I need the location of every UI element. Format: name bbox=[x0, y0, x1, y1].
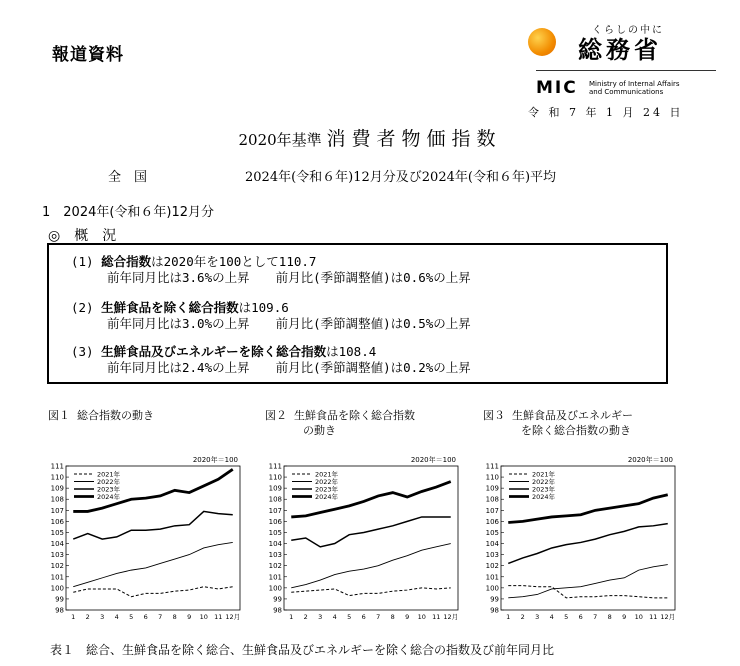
series-line bbox=[291, 588, 451, 596]
y-tick-label: 103 bbox=[268, 551, 282, 560]
y-tick-label: 101 bbox=[485, 573, 499, 582]
y-tick-label: 107 bbox=[485, 506, 499, 515]
y-tick-label: 100 bbox=[50, 584, 64, 593]
y-tick-label: 103 bbox=[50, 551, 64, 560]
x-tick-label: 6 bbox=[143, 613, 148, 621]
x-tick-label: 4 bbox=[114, 613, 119, 621]
plot-frame bbox=[501, 466, 675, 610]
x-tick-label: 2 bbox=[303, 613, 308, 621]
y-tick-label: 102 bbox=[268, 562, 282, 571]
y-tick-label: 98 bbox=[55, 606, 64, 615]
x-tick-label: 12月 bbox=[225, 613, 241, 621]
y-tick-label: 100 bbox=[268, 584, 282, 593]
legend-label: 2022年 bbox=[532, 478, 556, 486]
y-tick-label: 108 bbox=[50, 495, 64, 504]
ministry-logo-icon bbox=[528, 28, 556, 56]
x-tick-label: 2 bbox=[85, 613, 90, 621]
series-line bbox=[73, 587, 233, 597]
series-line bbox=[508, 565, 668, 598]
y-tick-label: 99 bbox=[490, 595, 499, 604]
y-tick-label: 99 bbox=[55, 595, 64, 604]
x-tick-label: 4 bbox=[549, 613, 554, 621]
summary-item: (3) 生鮮食品及びエネルギーを除く総合指数は108.4 前年同月比は2.4%の上昇 前月比(季節調整値)は0.2%の上昇 bbox=[71, 344, 471, 375]
x-tick-label: 8 bbox=[607, 613, 612, 621]
table-caption: 表１ 総合、生鮮食品を除く総合、生鮮食品及びエネルギーを除く総合の指数及び前年同月比 bbox=[50, 643, 555, 657]
legend-label: 2021年 bbox=[532, 470, 556, 479]
y-tick-label: 98 bbox=[273, 606, 282, 615]
y-tick-label: 102 bbox=[485, 562, 499, 571]
y-tick-label: 100 bbox=[485, 584, 499, 593]
x-tick-label: 5 bbox=[564, 613, 569, 621]
mic-subtitle: Ministry of Internal Affairs and Communications bbox=[589, 80, 680, 96]
legend-label: 2024年 bbox=[532, 493, 556, 501]
x-tick-label: 12月 bbox=[443, 613, 459, 621]
page-title: 2020年基準 消費者物価指数 bbox=[238, 128, 502, 150]
y-tick-label: 105 bbox=[268, 528, 282, 537]
y-tick-label: 108 bbox=[485, 495, 499, 504]
legend-label: 2022年 bbox=[97, 478, 121, 486]
x-tick-label: 2 bbox=[520, 613, 525, 621]
header-divider bbox=[536, 70, 716, 71]
legend-label: 2023年 bbox=[97, 485, 121, 494]
y-tick-label: 103 bbox=[485, 551, 499, 560]
x-tick-label: 1 bbox=[506, 613, 511, 621]
series-line bbox=[73, 542, 233, 586]
series-line bbox=[508, 524, 668, 564]
y-tick-label: 101 bbox=[268, 573, 282, 582]
y-tick-label: 104 bbox=[50, 540, 64, 549]
press-release-label: 報道資料 bbox=[52, 45, 124, 65]
figure-caption: 図２ 生鮮食品を除く総合指数 の動き bbox=[265, 409, 415, 437]
x-tick-label: 5 bbox=[347, 613, 352, 621]
chart-2 bbox=[266, 452, 464, 628]
x-tick-label: 9 bbox=[622, 613, 627, 621]
legend-label: 2021年 bbox=[97, 470, 121, 479]
x-tick-label: 1 bbox=[289, 613, 294, 621]
x-tick-label: 1 bbox=[71, 613, 76, 621]
logo-tagline: くらしの中に bbox=[592, 25, 664, 36]
x-tick-label: 10 bbox=[634, 613, 643, 621]
x-tick-label: 9 bbox=[405, 613, 410, 621]
x-tick-label: 6 bbox=[361, 613, 366, 621]
x-tick-label: 7 bbox=[158, 613, 163, 621]
section-heading: 1 2024年(令和６年)12月分 bbox=[42, 205, 215, 220]
figure-caption: 図１ 総合指数の動き bbox=[48, 409, 154, 422]
base-note: 2020年＝100 bbox=[192, 456, 238, 464]
x-tick-label: 11 bbox=[432, 613, 441, 621]
y-tick-label: 101 bbox=[50, 573, 64, 582]
y-tick-label: 104 bbox=[268, 540, 282, 549]
series-line bbox=[291, 517, 451, 547]
x-tick-label: 5 bbox=[129, 613, 134, 621]
x-tick-label: 10 bbox=[199, 613, 208, 621]
figure-caption: 図３ 生鮮食品及びエネルギー を除く総合指数の動き bbox=[483, 409, 633, 437]
plot-frame bbox=[66, 466, 240, 610]
x-tick-label: 7 bbox=[376, 613, 381, 621]
y-tick-label: 107 bbox=[268, 506, 282, 515]
ministry-name: 総務省 bbox=[578, 36, 662, 64]
x-tick-label: 7 bbox=[593, 613, 598, 621]
overview-heading: ◎ 概 況 bbox=[48, 228, 117, 244]
y-tick-label: 107 bbox=[50, 506, 64, 515]
legend-label: 2024年 bbox=[97, 493, 121, 501]
x-tick-label: 8 bbox=[390, 613, 395, 621]
mic-logo: MIC bbox=[536, 78, 578, 98]
x-tick-label: 4 bbox=[332, 613, 337, 621]
base-note: 2020年＝100 bbox=[627, 456, 673, 464]
y-tick-label: 104 bbox=[485, 540, 499, 549]
legend-label: 2023年 bbox=[532, 485, 556, 494]
x-tick-label: 11 bbox=[649, 613, 658, 621]
y-tick-label: 110 bbox=[50, 473, 64, 482]
series-line bbox=[508, 586, 668, 598]
legend-label: 2023年 bbox=[315, 485, 339, 494]
legend-label: 2024年 bbox=[315, 493, 339, 501]
y-tick-label: 111 bbox=[268, 462, 282, 471]
legend-label: 2022年 bbox=[315, 478, 339, 486]
y-tick-label: 110 bbox=[268, 473, 282, 482]
series-line bbox=[73, 511, 233, 539]
legend-label: 2021年 bbox=[315, 470, 339, 479]
y-tick-label: 109 bbox=[50, 484, 64, 493]
subtitle: 全 国 2024年(令和６年)12月分及び2024年(令和６年)平均 bbox=[108, 170, 557, 185]
x-tick-label: 9 bbox=[187, 613, 192, 621]
y-tick-label: 98 bbox=[490, 606, 499, 615]
x-tick-label: 6 bbox=[578, 613, 583, 621]
y-tick-label: 102 bbox=[50, 562, 64, 571]
x-tick-label: 3 bbox=[318, 613, 323, 621]
y-tick-label: 108 bbox=[268, 495, 282, 504]
y-tick-label: 109 bbox=[268, 484, 282, 493]
base-note: 2020年＝100 bbox=[410, 456, 456, 464]
y-tick-label: 105 bbox=[485, 528, 499, 537]
summary-box bbox=[47, 243, 668, 384]
x-tick-label: 8 bbox=[172, 613, 177, 621]
series-line bbox=[291, 544, 451, 588]
release-date: 令 和 7 年 1 月 24 日 bbox=[528, 106, 684, 119]
chart-1 bbox=[48, 452, 246, 628]
y-tick-label: 99 bbox=[273, 595, 282, 604]
y-tick-label: 111 bbox=[485, 462, 499, 471]
x-tick-label: 11 bbox=[214, 613, 223, 621]
summary-item: (2) 生鮮食品を除く総合指数は109.6 前年同月比は3.0%の上昇 前月比(季節調整値)は0.5%の上昇 bbox=[71, 300, 471, 331]
y-tick-label: 106 bbox=[485, 517, 499, 526]
y-tick-label: 106 bbox=[268, 517, 282, 526]
x-tick-label: 12月 bbox=[660, 613, 676, 621]
summary-item: (1) 総合指数は2020年を100として110.7 前年同月比は3.6%の上昇 前月比(季節調整値)は0.6%の上昇 bbox=[71, 254, 471, 285]
x-tick-label: 3 bbox=[100, 613, 105, 621]
y-tick-label: 111 bbox=[50, 462, 64, 471]
x-tick-label: 10 bbox=[417, 613, 426, 621]
x-tick-label: 3 bbox=[535, 613, 540, 621]
y-tick-label: 106 bbox=[50, 517, 64, 526]
y-tick-label: 110 bbox=[485, 473, 499, 482]
chart-3 bbox=[483, 452, 681, 628]
y-tick-label: 105 bbox=[50, 528, 64, 537]
y-tick-label: 109 bbox=[485, 484, 499, 493]
